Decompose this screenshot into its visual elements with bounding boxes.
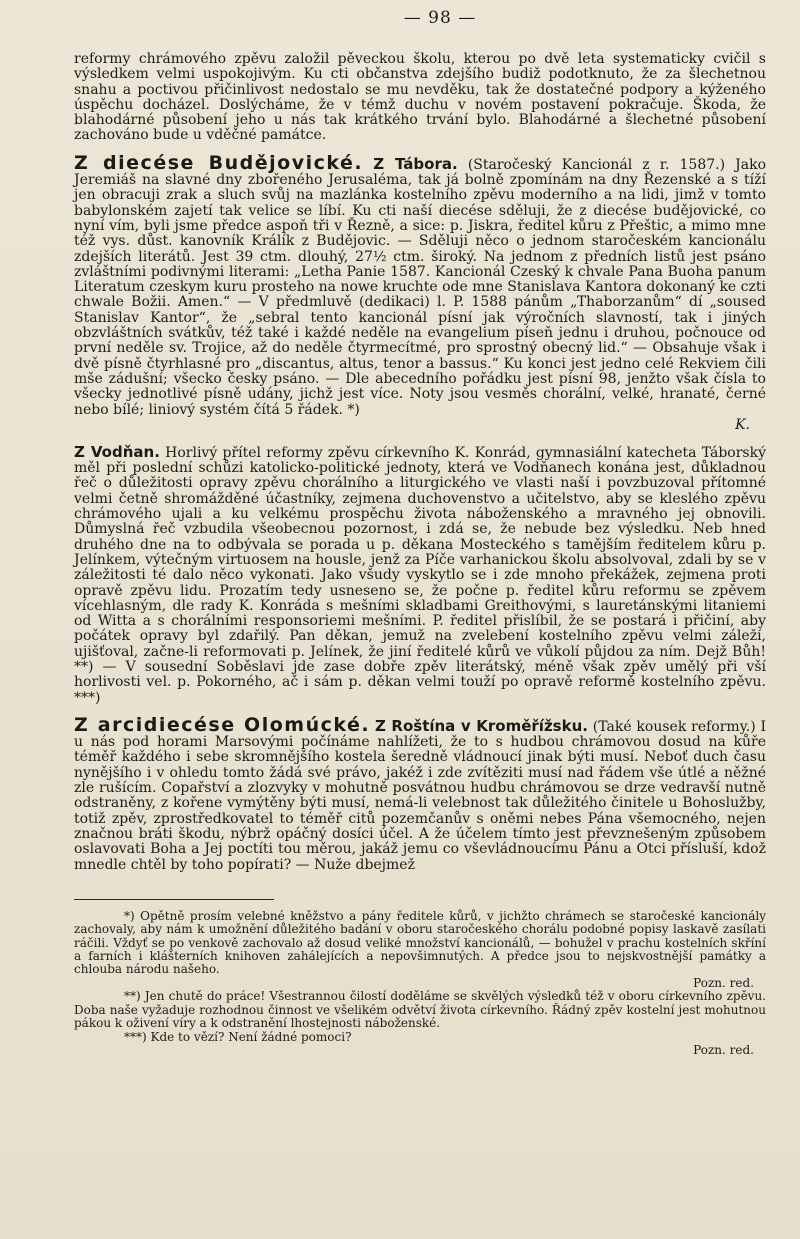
footnote-1-signature: Pozn. red. — [693, 975, 754, 990]
section-olomouc — [74, 713, 767, 873]
section-tabor-place: Z Tábora. — [373, 154, 458, 173]
footnote-3-signature: Pozn. red. — [693, 1042, 754, 1057]
section-tabor-signature: K. — [735, 416, 750, 433]
footnotes — [74, 910, 766, 1057]
section-rostin-place: Z Roštína v Kroměřížsku. — [374, 716, 588, 735]
footnote-3 — [74, 1031, 766, 1044]
section-budejovice — [74, 151, 767, 433]
section-rostin-text: (Také kousek reformy.) I u nás pod horami Marsovými počínáme nahlížeti, že to s hudbou chrámovou dosud na kůře téměř každého i sebe skromnějšího kostela šeredně vládnoucí jinak býti musí. Neboť duch času nynějšího i v ohledu tomto žádá své právo, jakéž i zde zvítěziti musí nad řádem vše útlé a něžné zle rušícím. Copařství a zlozvyky v mohutně posvátnou hudbu chrámovou se drze vedravší nutně odstraněny, z kořene vymýtěny býti musí, nemá-li velebnost tak důležitého činitele u Bohoslužby, totiž zpěv, zprostředkovatel to téměř citů pozemčanův s oněmi nebes Pána všemocného, nejen značnou bráti škodu, nýbrž opáčný dosíci účel. A že účelem tímto jest převznešeným způsobem oslavovati Boha a Jej poctíti tou měrou, jakáž jemu co vševládnoucímu Pánu a Otci přísluší, kdož mnedle chtěl by toho popírati? — Nuže dbejmež — [74, 718, 767, 873]
section-vodnany-text: Horlivý přítel reformy zpěvu církevního K. Konrád, gymnasiální katecheta Táborský měl při poslední schůzi katolicko-politické jednoty, která ve Vodňanech konána jest, důkladnou řeč o důležitosti opravy zpěvu chorálního a liturgického ve vlasti naší i povzbuzoval přítomné velmi četně shromážděné účastníky, zejmena duchovenstvo a učitelstvo, aby se kleslého zpěvu chrámového ujali a ku velkému prospěchu života náboženského a mravného jej obnovili. Důmyslná řeč vzbudila všeobecnou pozornost, i zdá se, že nebude bez výsledku. Neb hned druhého dne na to odbývala se porada u p. děkana Mosteckého s tamějším ředitelem kůru p. Jelínkem, výtečným virtuosem na housle, jenž za Píče varhanickou školu absolvoval, zdali by se v záležitosti té dalo něco vykonati. Jako všudy vyskytlo se i zde mnoho překážek, zejmena proti opravě zpěvu lidu. Prozatím tedy usneseno se, že počne p. ředitel kůru reformu se zpěvem vícehlasným, dle rady K. Konráda s mešními skladbami Greithovými, s lauretánskými litaniemi od Witta a s chorálními responsoriemi mešními. P. ředitel přislíbil, že se postará i přičiní, aby počátek opravy byl zdařilý. Pan děkan, jemuž na zvelebení kostelního zpěvu velmi záleží, ujišťoval, začne-li reformovati p. Jelínek, že jiní ředitelé kůrů ve vůkolí půjdou za ním. Dejž Bůh! **) — V sousední Soběslavi jde zase dobře zpěv literátský, méně však zpěv umělý při vší horlivosti vel. p. Pokorného, ač i sám p. děkan velmi touží po opravě reformě kostelního zpěvu. ***) — [74, 444, 767, 706]
section-vodnany — [74, 442, 767, 706]
section-budejovice-paragraph — [74, 151, 767, 418]
section-budejovice-heading: Z diecése Budějovické. — [74, 151, 364, 174]
page-number: — 98 — — [403, 8, 477, 28]
section-olomouc-paragraph — [74, 713, 767, 873]
footnote-1-text: *) Opětně prosím velebné kněžstvo a pány ředitele kůrů, v jichžto chrámech se staročeské kancionály zachovaly, aby nám k umožnění důležitého badání v oboru staročeského chorálu podobné popisy laskavě zasílati ráčili. Vždyť se po venkově zachovalo až dosud veliké množství kancionálů, — bohužel v prachu kostelních skříní a farních i klášterních knihoven zahálejících a nepovšimnutých. A předce jsou to nejskvostnější památky a chlouba národu našeho. — [74, 908, 766, 977]
footnote-1 — [74, 910, 766, 977]
footnote-3-text: ***) Kde to vězí? Není žádné pomoci? — [124, 1029, 352, 1044]
footnote-2-text: **) Jen chutě do práce! Všestrannou čilostí doděláme se skvělých výsledků též v oboru církevního zpěvu. Doba naše vyžaduje rozhodnou činnost ve všelikém odvětví života církevního. Řádný zpěv kostelní jest mohutnou pákou k oživení víry a k odstranění lhostejnosti náboženské. — [74, 989, 766, 1031]
intro-paragraph: reformy chrámového zpěvu založil pěveckou školu, kterou po dvě leta systematicky cvičil s výsledkem velmi uspokojivým. Ku cti občanstva zdejšího budiž podotknuto, že za šlechetnou snahu a poctivou přičinlivost nedostalo se mu nevděku, tak že dostatečné podpory a kýženého úspěchu docházel. Doslýcháme, že v témž duchu v novém postavení pokračuje. Škoda, že blahodárné působení jeho u nás tak krátkého trvání bylo. Blahodárné a šlechetné působení zachováno bude u vděčné památce. — [74, 51, 766, 144]
section-vodnany-place: Z Vodňan. — [74, 442, 160, 461]
footnote-2 — [74, 990, 766, 1030]
section-olomouc-heading: Z arcidiecése Olomúcké. — [74, 713, 371, 736]
section-tabor-text: (Staročeský Kancionál z r. 1587.) Jako Jeremiáš na slavné dny zbořeného Jerusaléma, tak já bolně zpomínám na dny Řezenské a s tíží jen obracuji zrak a sluch svůj na mazlánka kostelního zpěvu moderního a na lidi, jimž v tomto babylonském zajetí tak velice se líbí. Ku cti naší diecése sděluji, že z diecése budějovické, co nyní vím, byli jsme předce aspoň tři v Řezně, a sice: p. Jiskra, ředitel kůru z Přeštic, a mimo mne též vys. důst. kanovník Králík z Budějovic. — Sděluji něco o jednom staročeském kancionálu zdejších literátů. Jest 39 ctm. dlouhý, 27½ ctm. široký. Na jednom z předních listů jest psáno zvláštními podivnými literami: „Letha Panie 1587. Kancionál Czeský k chvale Pana Buoha panum Literatum czeskym kuru prosteho na nowe kruchte ode mne Stanislava Kantora dokonaný ke czti chwale Božii. Amen.“ — V předmluvě (dedikaci) l. P. 1588 pánům „Thaborzanům“ dí „soused Stanislav Kantor“, že „sebral tento kancionál písní jak výročních slavností, tak i jiných obzvláštních svátkův, též také i každé neděle na evangelium píseň jednu i druhou, počnouce od první neděle sv. Trojice, až do neděle čtyrmecítmé, pro sprostný obecný lid.“ — Obsahuje však i dvě písně čtyrhlasné pro „discantus, altus, tenor a bassus.“ Ku konci jest jedno celé Rekviem čili mše zádušní; všecko česky psáno. — Dle abecedního pořádku jest písní 98, jenžto však čísla to všecky jednotlivé písně udány, jichž jest více. Noty jsou vesměs chorální, velké, hranaté, černé nebo bílé; liniový systém čítá 5 řádek. *) — [74, 156, 767, 418]
footnote-divider — [74, 899, 274, 900]
section-vodnany-paragraph — [74, 442, 767, 706]
